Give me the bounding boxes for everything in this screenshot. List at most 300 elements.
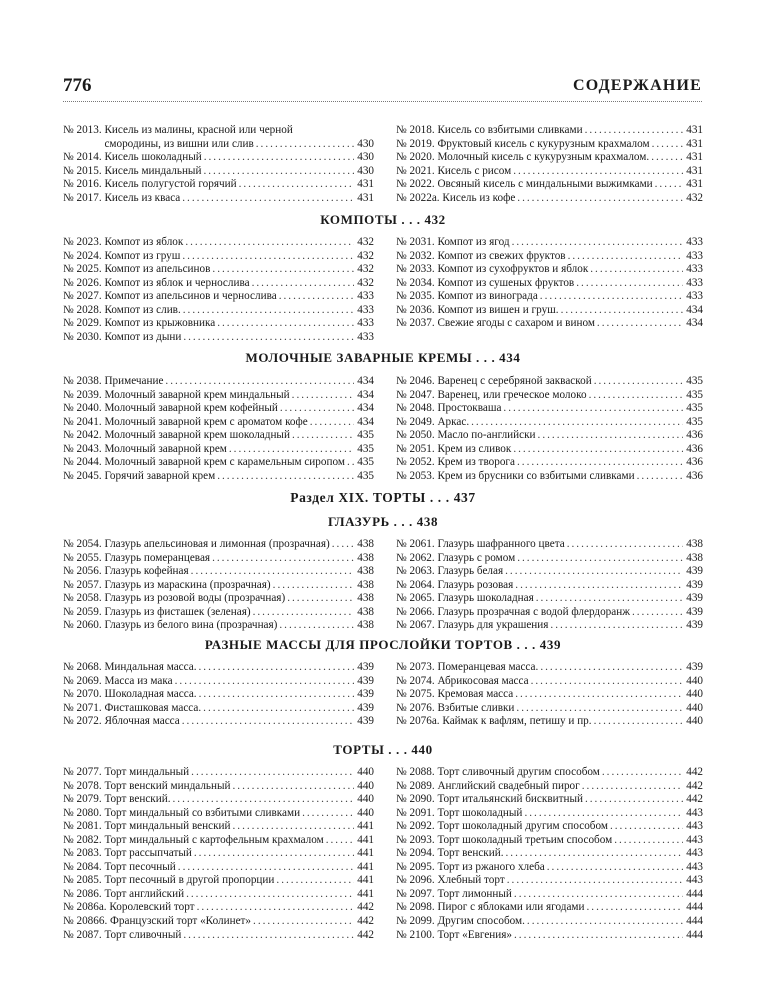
recipe-title: Глазурь прозрачная с водой флердоранж <box>437 605 630 618</box>
entry-body <box>104 834 374 848</box>
toc-entry[interactable] <box>396 402 703 416</box>
entry-line <box>104 688 374 702</box>
toc-entry[interactable] <box>63 250 374 264</box>
entry-line <box>104 702 374 716</box>
recipe-number: № 2049. <box>396 415 438 428</box>
dot-leader <box>534 592 683 606</box>
left-column <box>63 538 374 633</box>
dot-leader <box>173 675 355 689</box>
toc-entry[interactable] <box>63 552 374 566</box>
dot-leader <box>210 263 354 277</box>
toc-entry[interactable] <box>396 389 703 403</box>
recipe-title: Глазурь для украшения <box>437 619 549 632</box>
toc-entry[interactable] <box>63 151 374 165</box>
entry-line <box>437 456 703 470</box>
toc-entry[interactable] <box>63 470 374 484</box>
recipe-title: Торт венский миндальный <box>104 779 231 792</box>
toc-entry[interactable] <box>396 915 703 929</box>
toc-entry[interactable] <box>396 165 703 179</box>
entry-body <box>437 675 703 689</box>
toc-entry[interactable] <box>63 793 374 807</box>
entry-line <box>437 793 703 807</box>
recipe-title: Кремовая масса <box>437 688 514 701</box>
entry-body <box>104 389 374 403</box>
recipe-title: Компот из дыни <box>104 330 182 343</box>
toc-entry[interactable] <box>63 304 374 318</box>
entry-body <box>437 402 703 416</box>
entry-line <box>437 702 703 716</box>
recipe-title: Торт песочный <box>104 860 176 873</box>
recipe-title: Кисель из кваса <box>104 191 181 204</box>
recipe-title: Глазурь апельсиновая и лимонная (прозрачная) <box>104 538 330 550</box>
dot-leader <box>231 820 355 834</box>
dot-leader <box>197 661 355 675</box>
toc-entry[interactable] <box>396 702 703 716</box>
entry-body <box>437 606 703 620</box>
page-ref: 430 <box>357 137 374 150</box>
toc-entry[interactable] <box>63 178 374 192</box>
toc-entry[interactable] <box>396 277 703 291</box>
recipe-number: № 2083. <box>63 847 105 860</box>
page-ref: 444 <box>686 928 703 941</box>
section-heading: МОЛОЧНЫЕ ЗАВАРНЫЕ КРЕМЫ . . . 434 <box>245 350 521 365</box>
recipe-title: Французский торт «Колинет» <box>110 915 252 928</box>
toc-entry[interactable] <box>63 675 374 689</box>
page-ref: 439 <box>686 592 703 605</box>
toc-entry[interactable] <box>396 317 703 331</box>
recipe-title: Глазурь из мараскина (прозрачная) <box>104 578 271 591</box>
entry-body <box>104 236 374 250</box>
entry-body <box>437 820 703 834</box>
toc-entry[interactable] <box>396 901 703 915</box>
dot-leader <box>505 874 683 888</box>
recipe-title: Торт миндальный <box>104 766 190 778</box>
toc-entry[interactable] <box>396 807 703 821</box>
recipe-title: Шоколадная масса. <box>104 688 197 701</box>
entry-body <box>104 780 374 794</box>
entry-line <box>437 277 703 291</box>
dot-leader <box>271 579 355 593</box>
entry-line <box>437 807 703 821</box>
page-ref: 442 <box>686 766 703 778</box>
toc-entry[interactable] <box>63 375 374 389</box>
toc-entry[interactable] <box>63 443 374 457</box>
toc-entry[interactable] <box>396 250 703 264</box>
entry-line <box>104 675 374 689</box>
toc-entry[interactable] <box>396 304 703 318</box>
page-number: 776 <box>63 75 92 96</box>
recipe-title: Компот из яблок и чернослива <box>104 276 250 289</box>
left-column <box>63 236 374 344</box>
recipe-number: № 2016. <box>63 178 105 191</box>
toc-entry[interactable] <box>63 236 374 250</box>
toc-entry[interactable] <box>396 178 703 192</box>
page-ref: 435 <box>357 456 374 469</box>
page-ref: 444 <box>686 901 703 914</box>
toc-entry[interactable] <box>396 834 703 848</box>
toc-entry[interactable] <box>396 416 703 430</box>
dot-leader <box>201 165 354 179</box>
entry-body <box>104 151 374 165</box>
recipe-number: № 2065. <box>396 592 438 605</box>
entry-line <box>437 565 703 579</box>
toc-entry[interactable] <box>63 861 374 875</box>
dot-leader <box>512 888 683 902</box>
toc-entry[interactable] <box>63 688 374 702</box>
dot-leader <box>324 834 355 848</box>
recipe-title: Померанцевая масса. <box>437 661 539 673</box>
toc-entry[interactable] <box>396 929 703 943</box>
entry-body <box>437 263 703 277</box>
entry-line <box>437 552 703 566</box>
toc-entry[interactable] <box>63 192 374 206</box>
toc-entry[interactable] <box>63 389 374 403</box>
toc-entry[interactable] <box>396 874 703 888</box>
entry-line <box>104 807 374 821</box>
page-ref: 439 <box>686 578 703 591</box>
left-column <box>63 766 374 942</box>
entry-line <box>437 304 703 318</box>
page-ref: 438 <box>357 538 374 550</box>
recipe-number: № 2046. <box>396 375 438 387</box>
toc-entry[interactable] <box>396 429 703 443</box>
recipe-number: № 2027. <box>63 290 105 303</box>
toc-entry[interactable] <box>63 124 374 151</box>
entry-body <box>104 277 374 291</box>
toc-entry[interactable] <box>63 579 374 593</box>
part-heading: Раздел XIX. ТОРТЫ . . . 437 <box>290 490 476 505</box>
right-column <box>396 538 703 633</box>
toc-entry[interactable] <box>63 592 374 606</box>
right-column <box>396 375 703 483</box>
recipe-title: Торт английский <box>104 887 185 900</box>
dot-leader <box>201 702 354 716</box>
recipe-title: Аркас. <box>437 415 470 428</box>
entry-body <box>437 429 703 443</box>
toc-entry[interactable] <box>396 192 703 206</box>
entry-line <box>437 929 703 943</box>
recipe-number: № 2031. <box>396 236 438 248</box>
dot-leader <box>595 317 683 331</box>
entry-body <box>437 565 703 579</box>
entry-body <box>104 820 374 834</box>
recipe-number: № 2032. <box>396 249 438 262</box>
toc-entry[interactable] <box>63 780 374 794</box>
recipe-title: Кисель из кофе <box>442 191 516 204</box>
page-ref: 441 <box>357 874 374 887</box>
page-ref: 444 <box>686 915 703 928</box>
toc-entry[interactable] <box>63 619 374 633</box>
entry-line <box>437 263 703 277</box>
recipe-number: № 2020. <box>396 151 438 164</box>
toc-entry[interactable] <box>63 807 374 821</box>
dot-leader <box>251 915 354 929</box>
toc-entry[interactable] <box>63 766 374 780</box>
toc-entry[interactable] <box>396 847 703 861</box>
recipe-title: Глазурь из розовой воды (прозрачная) <box>104 592 286 605</box>
recipe-number: № 2028. <box>63 303 105 316</box>
entry-body <box>437 793 703 807</box>
dot-leader <box>181 304 354 318</box>
toc-entry[interactable] <box>396 552 703 566</box>
toc-entry[interactable] <box>396 592 703 606</box>
toc-entry[interactable] <box>396 820 703 834</box>
dot-leader <box>181 929 354 943</box>
recipe-title: Хлебный торт <box>437 874 505 887</box>
recipe-number: № 2043. <box>63 442 105 455</box>
page-ref: 433 <box>686 276 703 289</box>
toc-entry[interactable] <box>396 688 703 702</box>
toc-entry[interactable] <box>63 888 374 902</box>
dot-leader <box>522 807 683 821</box>
entry-line <box>437 861 703 875</box>
recipe-number: № 2072. <box>63 715 105 728</box>
dot-leader <box>515 456 683 470</box>
page-ref: 439 <box>686 661 703 673</box>
toc-entry[interactable] <box>396 780 703 794</box>
page-ref: 440 <box>357 779 374 792</box>
entry-body <box>437 178 703 192</box>
page-ref: 438 <box>357 565 374 578</box>
dot-leader <box>538 290 683 304</box>
page-ref: 439 <box>357 661 374 673</box>
recipe-number: № 2074. <box>396 674 438 687</box>
entry-line <box>104 263 374 277</box>
page-ref: 443 <box>686 833 703 846</box>
dot-leader <box>180 250 354 264</box>
toc-entry[interactable] <box>63 901 374 915</box>
entry-body <box>437 552 703 566</box>
dot-leader <box>501 402 683 416</box>
recipe-number: № 2023. <box>63 236 105 248</box>
page-ref: 439 <box>686 565 703 578</box>
toc-entry[interactable] <box>396 456 703 470</box>
recipe-title: смородины, из вишни или слив <box>104 137 254 150</box>
section-heading: КОМПОТЫ . . . 432 <box>320 212 446 227</box>
toc-entry[interactable] <box>63 277 374 291</box>
entry-line <box>104 715 374 729</box>
toc-entry[interactable] <box>63 915 374 929</box>
recipe-number: № 2099. <box>396 915 438 928</box>
toc-entry[interactable] <box>396 619 703 633</box>
entry-line <box>104 443 374 457</box>
recipe-number: № 2076. <box>396 701 438 714</box>
recipe-title: Масса из мака <box>104 674 173 687</box>
toc-entry[interactable] <box>63 331 374 345</box>
toc-entry[interactable] <box>63 429 374 443</box>
entry-body <box>104 552 374 566</box>
toc-entry[interactable] <box>396 263 703 277</box>
toc-entry[interactable] <box>63 456 374 470</box>
toc-entry[interactable] <box>63 715 374 729</box>
recipe-number: № 2013. <box>63 124 105 136</box>
entry-line <box>104 606 374 620</box>
recipe-title: Компот из винограда <box>437 290 538 303</box>
dot-leader <box>277 619 354 633</box>
recipe-number: № 2014. <box>63 151 105 164</box>
toc-entry[interactable] <box>63 929 374 943</box>
toc-entry[interactable] <box>396 766 703 780</box>
entry-line <box>437 236 703 250</box>
entry-body <box>437 277 703 291</box>
toc-entry[interactable] <box>63 702 374 716</box>
recipe-number: № 2039. <box>63 388 105 401</box>
dot-leader <box>536 429 684 443</box>
entry-body <box>104 538 374 552</box>
dot-leader <box>181 331 354 345</box>
entry-line <box>104 290 374 304</box>
toc-entry[interactable] <box>396 124 703 138</box>
entry-body <box>110 915 374 929</box>
dot-leader <box>565 538 684 552</box>
toc-entry[interactable] <box>396 290 703 304</box>
entry-line <box>437 443 703 457</box>
recipe-title: Королевский торт <box>109 901 195 914</box>
dot-leader <box>290 429 354 443</box>
entry-body <box>437 780 703 794</box>
entry-line <box>437 416 703 430</box>
recipe-title: Миндальная масса. <box>104 661 197 673</box>
recipe-title: Глазурь шоколадная <box>437 592 534 605</box>
entry-line <box>104 389 374 403</box>
recipe-title: Фисташковая масса. <box>104 701 202 714</box>
recipe-title: Компот из яблок <box>104 236 184 248</box>
toc-entry[interactable] <box>396 151 703 165</box>
recipe-number: № 2078. <box>63 779 105 792</box>
entry-body <box>437 619 703 633</box>
recipe-number: № 2085. <box>63 874 105 887</box>
page-ref: 438 <box>686 551 703 564</box>
entry-body <box>437 304 703 318</box>
entry-body <box>104 178 374 192</box>
dot-leader <box>308 416 354 430</box>
dot-leader <box>469 416 683 430</box>
entry-body <box>104 304 374 318</box>
entry-line <box>104 929 374 943</box>
entry-line <box>104 192 374 206</box>
toc-entry[interactable] <box>396 715 703 729</box>
toc-entry[interactable] <box>63 606 374 620</box>
page-ref: 433 <box>686 236 703 248</box>
toc-entry[interactable] <box>396 443 703 457</box>
recipe-title: Фруктовый кисель с кукурузным крахмалом <box>437 137 650 150</box>
toc-entry[interactable] <box>396 861 703 875</box>
entry-body <box>437 470 703 484</box>
recipe-number: № 2024. <box>63 249 105 262</box>
toc-entry[interactable] <box>63 402 374 416</box>
entry-line <box>437 402 703 416</box>
entry-body <box>104 888 374 902</box>
toc-entry[interactable] <box>63 263 374 277</box>
dot-leader <box>635 470 684 484</box>
recipe-title: Торт миндальный с картофельным крахмалом <box>104 833 324 846</box>
entry-body <box>104 443 374 457</box>
toc-entry[interactable] <box>396 538 703 552</box>
recipe-number: № 2021. <box>396 164 438 177</box>
page-ref: 439 <box>686 619 703 632</box>
toc-entry[interactable] <box>63 416 374 430</box>
toc-entry[interactable] <box>63 317 374 331</box>
recipe-number: № 2075. <box>396 688 438 701</box>
recipe-number: № 2095. <box>396 860 438 873</box>
dot-leader <box>588 263 683 277</box>
entry-body <box>437 124 703 138</box>
recipe-title: Компот из ягод <box>437 236 510 248</box>
page-ref: 439 <box>357 701 374 714</box>
entry-line <box>104 250 374 264</box>
toc-entry[interactable] <box>63 820 374 834</box>
page-ref: 435 <box>686 402 703 415</box>
toc-entry[interactable] <box>63 538 374 552</box>
toc-entry[interactable] <box>63 834 374 848</box>
toc-entry[interactable] <box>396 888 703 902</box>
recipe-number: № 2018. <box>396 124 438 136</box>
recipe-number: № 2056. <box>63 565 105 578</box>
left-column <box>63 661 374 729</box>
recipe-number: № 2035. <box>396 290 438 303</box>
toc-entry[interactable] <box>396 565 703 579</box>
page-ref: 432 <box>357 249 374 262</box>
recipe-number: № 2053. <box>396 469 438 482</box>
toc-entry[interactable] <box>396 661 703 675</box>
entry-line <box>104 138 374 152</box>
page-ref: 436 <box>686 429 703 442</box>
toc-entry[interactable] <box>396 793 703 807</box>
toc-entry[interactable] <box>396 375 703 389</box>
entry-body <box>104 470 374 484</box>
recipe-number: № 2037. <box>396 317 438 330</box>
page-ref: 438 <box>686 538 703 550</box>
toc-entry[interactable] <box>63 847 374 861</box>
recipe-title: Торт песочный в другой пропорции <box>104 874 275 887</box>
recipe-title: Кисель шоколадный <box>104 151 202 164</box>
recipe-number: № 2048. <box>396 402 438 415</box>
toc-entry[interactable] <box>63 874 374 888</box>
toc-entry[interactable] <box>396 606 703 620</box>
page-ref: 444 <box>686 887 703 900</box>
toc-entry[interactable] <box>63 661 374 675</box>
entry-body <box>104 192 374 206</box>
dot-leader <box>600 766 683 780</box>
toc-entry[interactable] <box>63 290 374 304</box>
page-ref: 431 <box>686 164 703 177</box>
recipe-number: № 2019. <box>396 137 438 150</box>
toc-entry[interactable] <box>396 579 703 593</box>
page-ref: 439 <box>357 688 374 701</box>
toc-entry[interactable] <box>396 675 703 689</box>
recipe-title: Горячий заварной крем <box>104 469 216 482</box>
entry-line <box>437 834 703 848</box>
toc-entry[interactable] <box>396 236 703 250</box>
page-ref: 433 <box>357 290 374 303</box>
recipe-number: № 2066. <box>396 605 438 618</box>
recipe-title: Компот из слив. <box>104 303 181 316</box>
toc-entry[interactable] <box>396 138 703 152</box>
toc-entry[interactable] <box>63 565 374 579</box>
page-ref: 435 <box>686 415 703 428</box>
toc-entry[interactable] <box>396 470 703 484</box>
entry-line <box>437 375 703 389</box>
dot-leader <box>231 780 355 794</box>
toc-entry[interactable] <box>63 165 374 179</box>
page-ref: 438 <box>357 619 374 632</box>
entry-body <box>104 861 374 875</box>
recipe-title: Торт итальянский бисквитный <box>437 793 583 806</box>
left-column <box>63 124 374 205</box>
page-ref: 434 <box>357 388 374 401</box>
entry-body <box>104 675 374 689</box>
recipe-title: Глазурь белая <box>437 565 504 578</box>
